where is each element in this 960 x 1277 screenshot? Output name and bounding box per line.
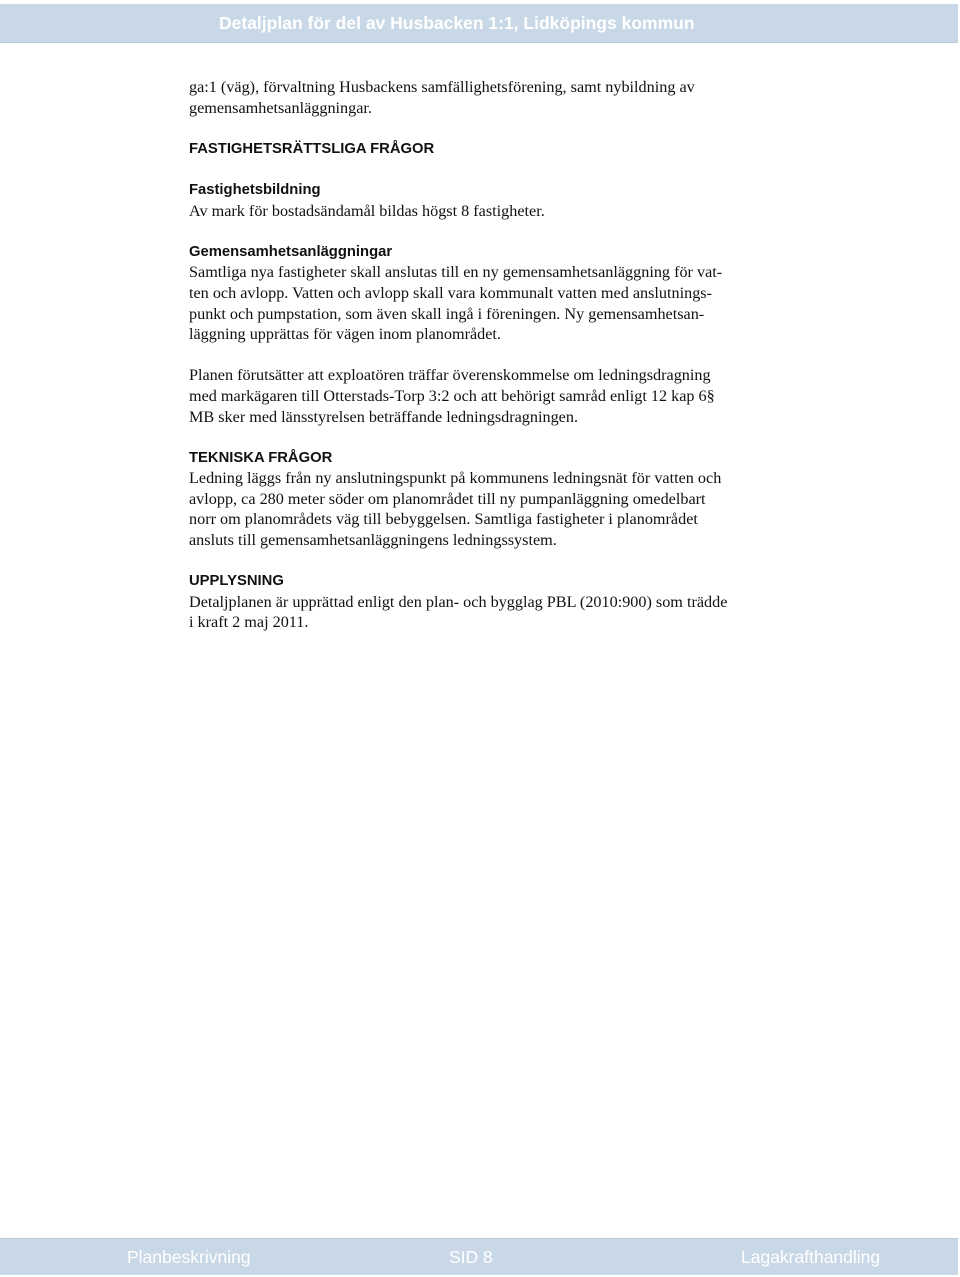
page-footer: [0, 1238, 958, 1275]
section-heading-tekniska: TEKNISKA FRÅGOR: [189, 449, 333, 466]
upplysning-line-1: Detaljplanen är upprättad enligt den plan- och bygglag PBL (2010:900) som trädde: [189, 592, 728, 611]
footer-status: Lagakrafthandling: [741, 1247, 881, 1267]
tekniska-line-1: Ledning läggs från ny anslutningspunkt på kommunens ledningsnät för vatten och: [189, 469, 722, 488]
footer-document-type: Planbeskrivning: [127, 1247, 251, 1267]
page-header: [0, 4, 958, 43]
page-content: [189, 77, 789, 633]
planen-line-3: MB sker med länsstyrelsen beträffande ledningsdragningen.: [189, 407, 578, 426]
intro-line-1: ga:1 (väg), förvaltning Husbackens samfällighetsförening, samt nybildning av: [189, 78, 695, 96]
planen-line-2: med markägaren till Otterstads-Torp 3:2 och att behörigt samråd enligt 12 kap 6§: [189, 386, 715, 405]
document-title: Detaljplan för del av Husbacken 1:1, Lidköpings kommun: [219, 13, 695, 33]
section-heading-upplysning: UPPLYSNING: [189, 573, 284, 590]
gemensamhet-line-1: Samtliga nya fastigheter skall anslutas till en ny gemensamhetsanläggning för vat-: [189, 263, 723, 282]
tekniska-line-3: norr om planområdets väg till bebyggelsen. Samtliga fastigheter i planområdet: [189, 510, 698, 529]
section-heading-fastighetsrattsliga: FASTIGHETSRÄTTSLIGA FRÅGOR: [189, 140, 435, 157]
gemensamhet-line-3: punkt och pumpstation, som även skall ingå i föreningen. Ny gemensamhetsan-: [189, 304, 705, 323]
subheading-fastighetsbildning: Fastighetsbildning: [189, 181, 321, 198]
upplysning-line-2: i kraft 2 maj 2011.: [189, 613, 309, 632]
tekniska-line-2: avlopp, ca 280 meter söder om planområdet till ny pumpanläggning omedelbart: [189, 489, 706, 508]
intro-line-2: gemensamhetsanläggningar.: [189, 98, 372, 117]
subheading-gemensamhetsanlaggningar: Gemensamhetsanläggningar: [189, 243, 393, 260]
footer-page-number: SID 8: [449, 1247, 493, 1267]
tekniska-line-4: ansluts till gemensamhetsanläggningens ledningssystem.: [189, 531, 557, 550]
gemensamhet-line-4: läggning upprättas för vägen inom planområdet.: [189, 325, 501, 344]
fastighetsbildning-text: Av mark för bostadsändamål bildas högst 8 fastigheter.: [189, 201, 545, 220]
planen-line-1: Planen förutsätter att exploatören träffar överenskommelse om ledningsdragning: [189, 366, 711, 385]
gemensamhet-line-2: ten och avlopp. Vatten och avlopp skall vara kommunalt vatten med anslutnings-: [189, 283, 712, 302]
